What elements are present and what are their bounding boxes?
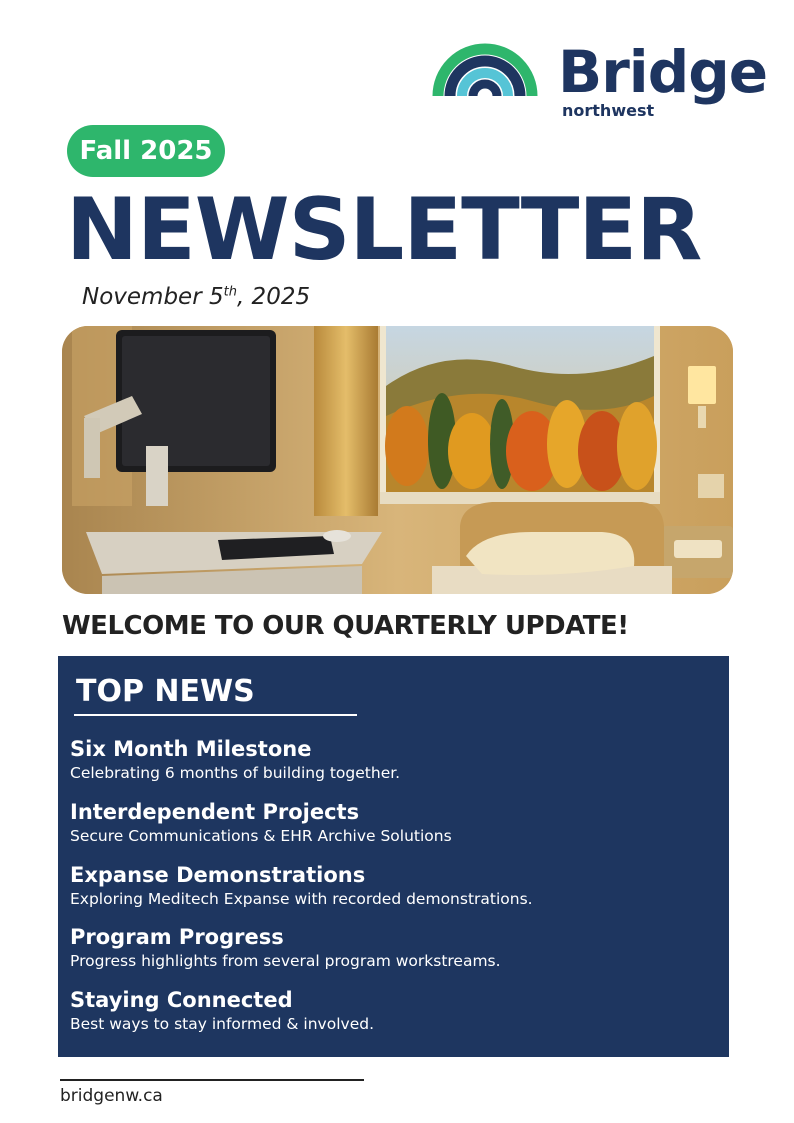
brand-name: Bridge bbox=[558, 38, 768, 106]
news-item-heading: Six Month Milestone bbox=[70, 737, 312, 761]
footer-divider bbox=[60, 1079, 364, 1081]
website-link[interactable]: bridgenw.ca bbox=[60, 1086, 163, 1106]
news-item-description: Progress highlights from several program workstreams. bbox=[70, 952, 501, 970]
bridge-arches-icon bbox=[426, 32, 544, 102]
welcome-heading: WELCOME TO OUR QUARTERLY UPDATE! bbox=[62, 611, 629, 641]
date-main: November 5 bbox=[82, 284, 224, 310]
top-news-panel bbox=[58, 656, 729, 1057]
date-year: , 2025 bbox=[236, 284, 311, 310]
date-ordinal: th bbox=[223, 284, 237, 300]
news-item-description: Secure Communications & EHR Archive Solutions bbox=[70, 827, 452, 845]
news-item-heading: Interdependent Projects bbox=[70, 800, 360, 824]
news-item-heading: Staying Connected bbox=[70, 988, 293, 1012]
title-divider bbox=[74, 714, 357, 716]
news-item-description: Celebrating 6 months of building together. bbox=[70, 764, 401, 782]
news-item bbox=[70, 924, 501, 972]
news-item bbox=[70, 987, 374, 1035]
top-news-title: TOP NEWS bbox=[76, 674, 255, 709]
news-item bbox=[70, 862, 533, 910]
hospital-room-autumn-view-image bbox=[62, 326, 733, 594]
page-title: NEWSLETTER bbox=[66, 180, 702, 280]
brand-subtitle: northwest bbox=[562, 101, 655, 120]
publication-date bbox=[82, 282, 310, 312]
news-item-heading: Expanse Demonstrations bbox=[70, 863, 366, 887]
season-badge: Fall 2025 bbox=[67, 125, 225, 177]
news-item bbox=[70, 736, 400, 784]
brand-logo bbox=[426, 32, 768, 124]
news-item-heading: Program Progress bbox=[70, 925, 284, 949]
news-item-description: Exploring Meditech Expanse with recorded demonstrations. bbox=[70, 890, 533, 908]
news-item-description: Best ways to stay informed & involved. bbox=[70, 1015, 374, 1033]
news-item bbox=[70, 799, 452, 847]
